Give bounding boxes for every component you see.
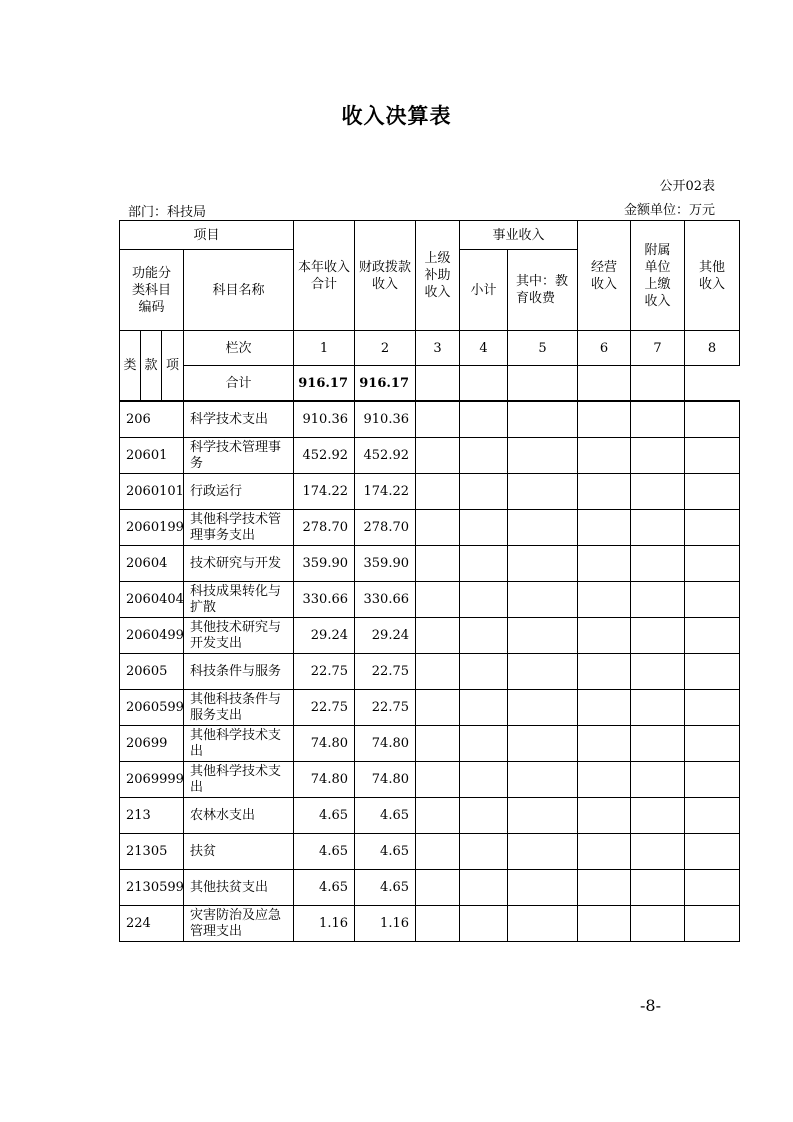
empty-cell bbox=[578, 690, 631, 726]
row-total-income: 22.75 bbox=[294, 690, 355, 726]
empty-cell bbox=[631, 906, 685, 942]
table-row bbox=[120, 870, 740, 906]
empty-cell bbox=[416, 474, 460, 510]
empty-cell bbox=[416, 582, 460, 618]
row-fiscal-income: 910.36 bbox=[355, 402, 416, 438]
empty-cell bbox=[631, 366, 685, 401]
table-row bbox=[120, 690, 740, 726]
row-total-income: 278.70 bbox=[294, 510, 355, 546]
empty-cell bbox=[508, 870, 578, 906]
empty-cell bbox=[460, 582, 508, 618]
row-subject-name: 其他科学技术支出 bbox=[184, 762, 294, 798]
other-income-header: 其他收入 bbox=[685, 221, 740, 331]
empty-cell bbox=[685, 474, 740, 510]
empty-cell bbox=[416, 834, 460, 870]
empty-cell bbox=[508, 834, 578, 870]
empty-cell bbox=[631, 834, 685, 870]
row-fiscal-income: 22.75 bbox=[355, 690, 416, 726]
row-subject-name: 其他扶贫支出 bbox=[184, 870, 294, 906]
func-code-header: 功能分类科目编码 bbox=[120, 250, 184, 331]
empty-cell bbox=[578, 474, 631, 510]
empty-cell bbox=[578, 906, 631, 942]
row-subject-name: 科学技术管理事务 bbox=[184, 438, 294, 474]
row-fiscal-income: 4.65 bbox=[355, 834, 416, 870]
empty-cell bbox=[578, 798, 631, 834]
empty-cell bbox=[685, 402, 740, 438]
table-row bbox=[120, 402, 740, 438]
empty-cell bbox=[508, 474, 578, 510]
row-fiscal-income: 4.65 bbox=[355, 870, 416, 906]
row-total-income: 74.80 bbox=[294, 726, 355, 762]
column-order-label: 栏次 bbox=[184, 331, 294, 366]
row-total-income: 74.80 bbox=[294, 762, 355, 798]
empty-cell bbox=[416, 546, 460, 582]
empty-cell bbox=[508, 906, 578, 942]
empty-cell bbox=[631, 474, 685, 510]
empty-cell bbox=[578, 654, 631, 690]
empty-cell bbox=[508, 762, 578, 798]
empty-cell bbox=[508, 582, 578, 618]
total-income-value: 916.17 bbox=[294, 366, 355, 401]
total-label: 合计 bbox=[184, 366, 294, 401]
col-number: 5 bbox=[508, 331, 578, 366]
row-fiscal-income: 22.75 bbox=[355, 654, 416, 690]
amount-unit-label: 金额单位：万元 bbox=[623, 203, 715, 218]
row-code: 2060199 bbox=[120, 510, 184, 546]
subject-name-header: 科目名称 bbox=[184, 250, 294, 331]
table-row bbox=[120, 906, 740, 942]
empty-cell bbox=[460, 474, 508, 510]
empty-cell bbox=[460, 798, 508, 834]
row-total-income: 4.65 bbox=[294, 870, 355, 906]
empty-cell bbox=[578, 618, 631, 654]
table-row bbox=[120, 798, 740, 834]
table-row bbox=[120, 762, 740, 798]
row-code: 213 bbox=[120, 798, 184, 834]
table-row bbox=[120, 474, 740, 510]
empty-cell bbox=[460, 726, 508, 762]
table-row bbox=[120, 582, 740, 618]
empty-cell bbox=[416, 366, 460, 401]
row-total-income: 359.90 bbox=[294, 546, 355, 582]
table-row bbox=[120, 546, 740, 582]
empty-cell bbox=[631, 618, 685, 654]
row-subject-name: 其他科学技术管理事务支出 bbox=[184, 510, 294, 546]
empty-cell bbox=[416, 402, 460, 438]
empty-cell bbox=[508, 402, 578, 438]
total-income-header: 本年收入合计 bbox=[294, 221, 355, 331]
row-fiscal-income: 359.90 bbox=[355, 546, 416, 582]
empty-cell bbox=[685, 438, 740, 474]
xiang-header: 项 bbox=[162, 331, 184, 401]
empty-cell bbox=[685, 582, 740, 618]
education-fee-header: 其中：教育收费 bbox=[508, 250, 578, 331]
total-fiscal-value: 916.17 bbox=[355, 366, 416, 401]
row-subject-name: 农林水支出 bbox=[184, 798, 294, 834]
empty-cell bbox=[416, 906, 460, 942]
row-total-income: 4.65 bbox=[294, 798, 355, 834]
income-table-body bbox=[119, 401, 740, 942]
empty-cell bbox=[631, 726, 685, 762]
empty-cell bbox=[685, 798, 740, 834]
empty-cell bbox=[508, 798, 578, 834]
empty-cell bbox=[460, 546, 508, 582]
empty-cell bbox=[508, 618, 578, 654]
empty-cell bbox=[508, 690, 578, 726]
row-code: 2060499 bbox=[120, 618, 184, 654]
empty-cell bbox=[685, 834, 740, 870]
form-code: 公开02表 bbox=[659, 179, 715, 194]
empty-cell bbox=[685, 546, 740, 582]
row-total-income: 174.22 bbox=[294, 474, 355, 510]
empty-cell bbox=[460, 618, 508, 654]
row-subject-name: 行政运行 bbox=[184, 474, 294, 510]
empty-cell bbox=[631, 870, 685, 906]
row-code: 21305 bbox=[120, 834, 184, 870]
empty-cell bbox=[685, 510, 740, 546]
col-number: 7 bbox=[631, 331, 685, 366]
row-fiscal-income: 29.24 bbox=[355, 618, 416, 654]
empty-cell bbox=[416, 798, 460, 834]
empty-cell bbox=[508, 438, 578, 474]
empty-cell bbox=[631, 510, 685, 546]
empty-cell bbox=[631, 690, 685, 726]
business-income-header: 事业收入 bbox=[460, 221, 578, 250]
row-code: 2060599 bbox=[120, 690, 184, 726]
empty-cell bbox=[631, 582, 685, 618]
empty-cell bbox=[460, 906, 508, 942]
row-subject-name: 其他科技条件与服务支出 bbox=[184, 690, 294, 726]
empty-cell bbox=[416, 870, 460, 906]
empty-cell bbox=[416, 690, 460, 726]
row-total-income: 910.36 bbox=[294, 402, 355, 438]
table-row bbox=[120, 510, 740, 546]
table-row bbox=[120, 834, 740, 870]
empty-cell bbox=[508, 654, 578, 690]
operating-income-header: 经营收入 bbox=[578, 221, 631, 331]
superior-subsidy-header: 上级补助收入 bbox=[416, 221, 460, 331]
row-total-income: 29.24 bbox=[294, 618, 355, 654]
empty-cell bbox=[631, 438, 685, 474]
empty-cell bbox=[460, 834, 508, 870]
empty-cell bbox=[685, 366, 740, 401]
col-number: 1 bbox=[294, 331, 355, 366]
table-row bbox=[120, 726, 740, 762]
table-row bbox=[120, 438, 740, 474]
row-code: 20605 bbox=[120, 654, 184, 690]
empty-cell bbox=[460, 654, 508, 690]
row-code: 20699 bbox=[120, 726, 184, 762]
empty-cell bbox=[578, 762, 631, 798]
empty-cell bbox=[685, 762, 740, 798]
empty-cell bbox=[416, 654, 460, 690]
row-total-income: 22.75 bbox=[294, 654, 355, 690]
affiliated-income-header: 附属单位上缴收入 bbox=[631, 221, 685, 331]
empty-cell bbox=[685, 654, 740, 690]
empty-cell bbox=[416, 726, 460, 762]
empty-cell bbox=[578, 366, 631, 401]
empty-cell bbox=[685, 870, 740, 906]
empty-cell bbox=[460, 510, 508, 546]
page-number: -8- bbox=[640, 996, 661, 1015]
empty-cell bbox=[578, 582, 631, 618]
row-code: 2060404 bbox=[120, 582, 184, 618]
empty-cell bbox=[460, 366, 508, 401]
empty-cell bbox=[460, 690, 508, 726]
empty-cell bbox=[508, 546, 578, 582]
col-number: 2 bbox=[355, 331, 416, 366]
row-code: 2060101 bbox=[120, 474, 184, 510]
row-code: 20604 bbox=[120, 546, 184, 582]
empty-cell bbox=[685, 906, 740, 942]
page-title: 收入决算表 bbox=[341, 104, 452, 128]
row-fiscal-income: 278.70 bbox=[355, 510, 416, 546]
empty-cell bbox=[460, 870, 508, 906]
empty-cell bbox=[460, 402, 508, 438]
row-code: 2130599 bbox=[120, 870, 184, 906]
row-fiscal-income: 74.80 bbox=[355, 762, 416, 798]
empty-cell bbox=[631, 762, 685, 798]
empty-cell bbox=[460, 438, 508, 474]
empty-cell bbox=[631, 546, 685, 582]
row-fiscal-income: 452.92 bbox=[355, 438, 416, 474]
empty-cell bbox=[416, 510, 460, 546]
empty-cell bbox=[631, 402, 685, 438]
row-code: 206 bbox=[120, 402, 184, 438]
empty-cell bbox=[578, 510, 631, 546]
row-total-income: 330.66 bbox=[294, 582, 355, 618]
row-subject-name: 技术研究与开发 bbox=[184, 546, 294, 582]
row-code: 224 bbox=[120, 906, 184, 942]
row-code: 2069999 bbox=[120, 762, 184, 798]
empty-cell bbox=[416, 438, 460, 474]
col-number: 6 bbox=[578, 331, 631, 366]
row-total-income: 452.92 bbox=[294, 438, 355, 474]
empty-cell bbox=[631, 798, 685, 834]
row-subject-name: 科技成果转化与扩散 bbox=[184, 582, 294, 618]
empty-cell bbox=[578, 870, 631, 906]
table-row bbox=[120, 618, 740, 654]
lei-header: 类 bbox=[120, 331, 141, 401]
income-table-header bbox=[119, 220, 740, 401]
empty-cell bbox=[460, 762, 508, 798]
row-fiscal-income: 174.22 bbox=[355, 474, 416, 510]
row-subject-name: 其他科学技术支出 bbox=[184, 726, 294, 762]
kuan-header: 款 bbox=[141, 331, 162, 401]
project-header: 项目 bbox=[120, 221, 294, 250]
empty-cell bbox=[578, 834, 631, 870]
empty-cell bbox=[685, 618, 740, 654]
department-label: 部门：科技局 bbox=[128, 205, 207, 220]
empty-cell bbox=[508, 726, 578, 762]
row-subject-name: 科技条件与服务 bbox=[184, 654, 294, 690]
empty-cell bbox=[578, 546, 631, 582]
fiscal-income-header: 财政拨款收入 bbox=[355, 221, 416, 331]
row-fiscal-income: 4.65 bbox=[355, 798, 416, 834]
row-subject-name: 科学技术支出 bbox=[184, 402, 294, 438]
empty-cell bbox=[508, 366, 578, 401]
empty-cell bbox=[685, 690, 740, 726]
col-number: 8 bbox=[685, 331, 740, 366]
row-fiscal-income: 74.80 bbox=[355, 726, 416, 762]
col-number: 3 bbox=[416, 331, 460, 366]
empty-cell bbox=[578, 726, 631, 762]
table-rows bbox=[120, 402, 740, 942]
empty-cell bbox=[578, 438, 631, 474]
row-total-income: 1.16 bbox=[294, 906, 355, 942]
row-subject-name: 灾害防治及应急管理支出 bbox=[184, 906, 294, 942]
empty-cell bbox=[631, 654, 685, 690]
empty-cell bbox=[685, 726, 740, 762]
row-total-income: 4.65 bbox=[294, 834, 355, 870]
table-row bbox=[120, 654, 740, 690]
col-number: 4 bbox=[460, 331, 508, 366]
empty-cell bbox=[578, 402, 631, 438]
row-code: 20601 bbox=[120, 438, 184, 474]
empty-cell bbox=[508, 510, 578, 546]
row-subject-name: 扶贫 bbox=[184, 834, 294, 870]
row-subject-name: 其他技术研究与开发支出 bbox=[184, 618, 294, 654]
empty-cell bbox=[416, 762, 460, 798]
row-fiscal-income: 330.66 bbox=[355, 582, 416, 618]
row-fiscal-income: 1.16 bbox=[355, 906, 416, 942]
subtotal-header: 小计 bbox=[460, 250, 508, 331]
empty-cell bbox=[416, 618, 460, 654]
